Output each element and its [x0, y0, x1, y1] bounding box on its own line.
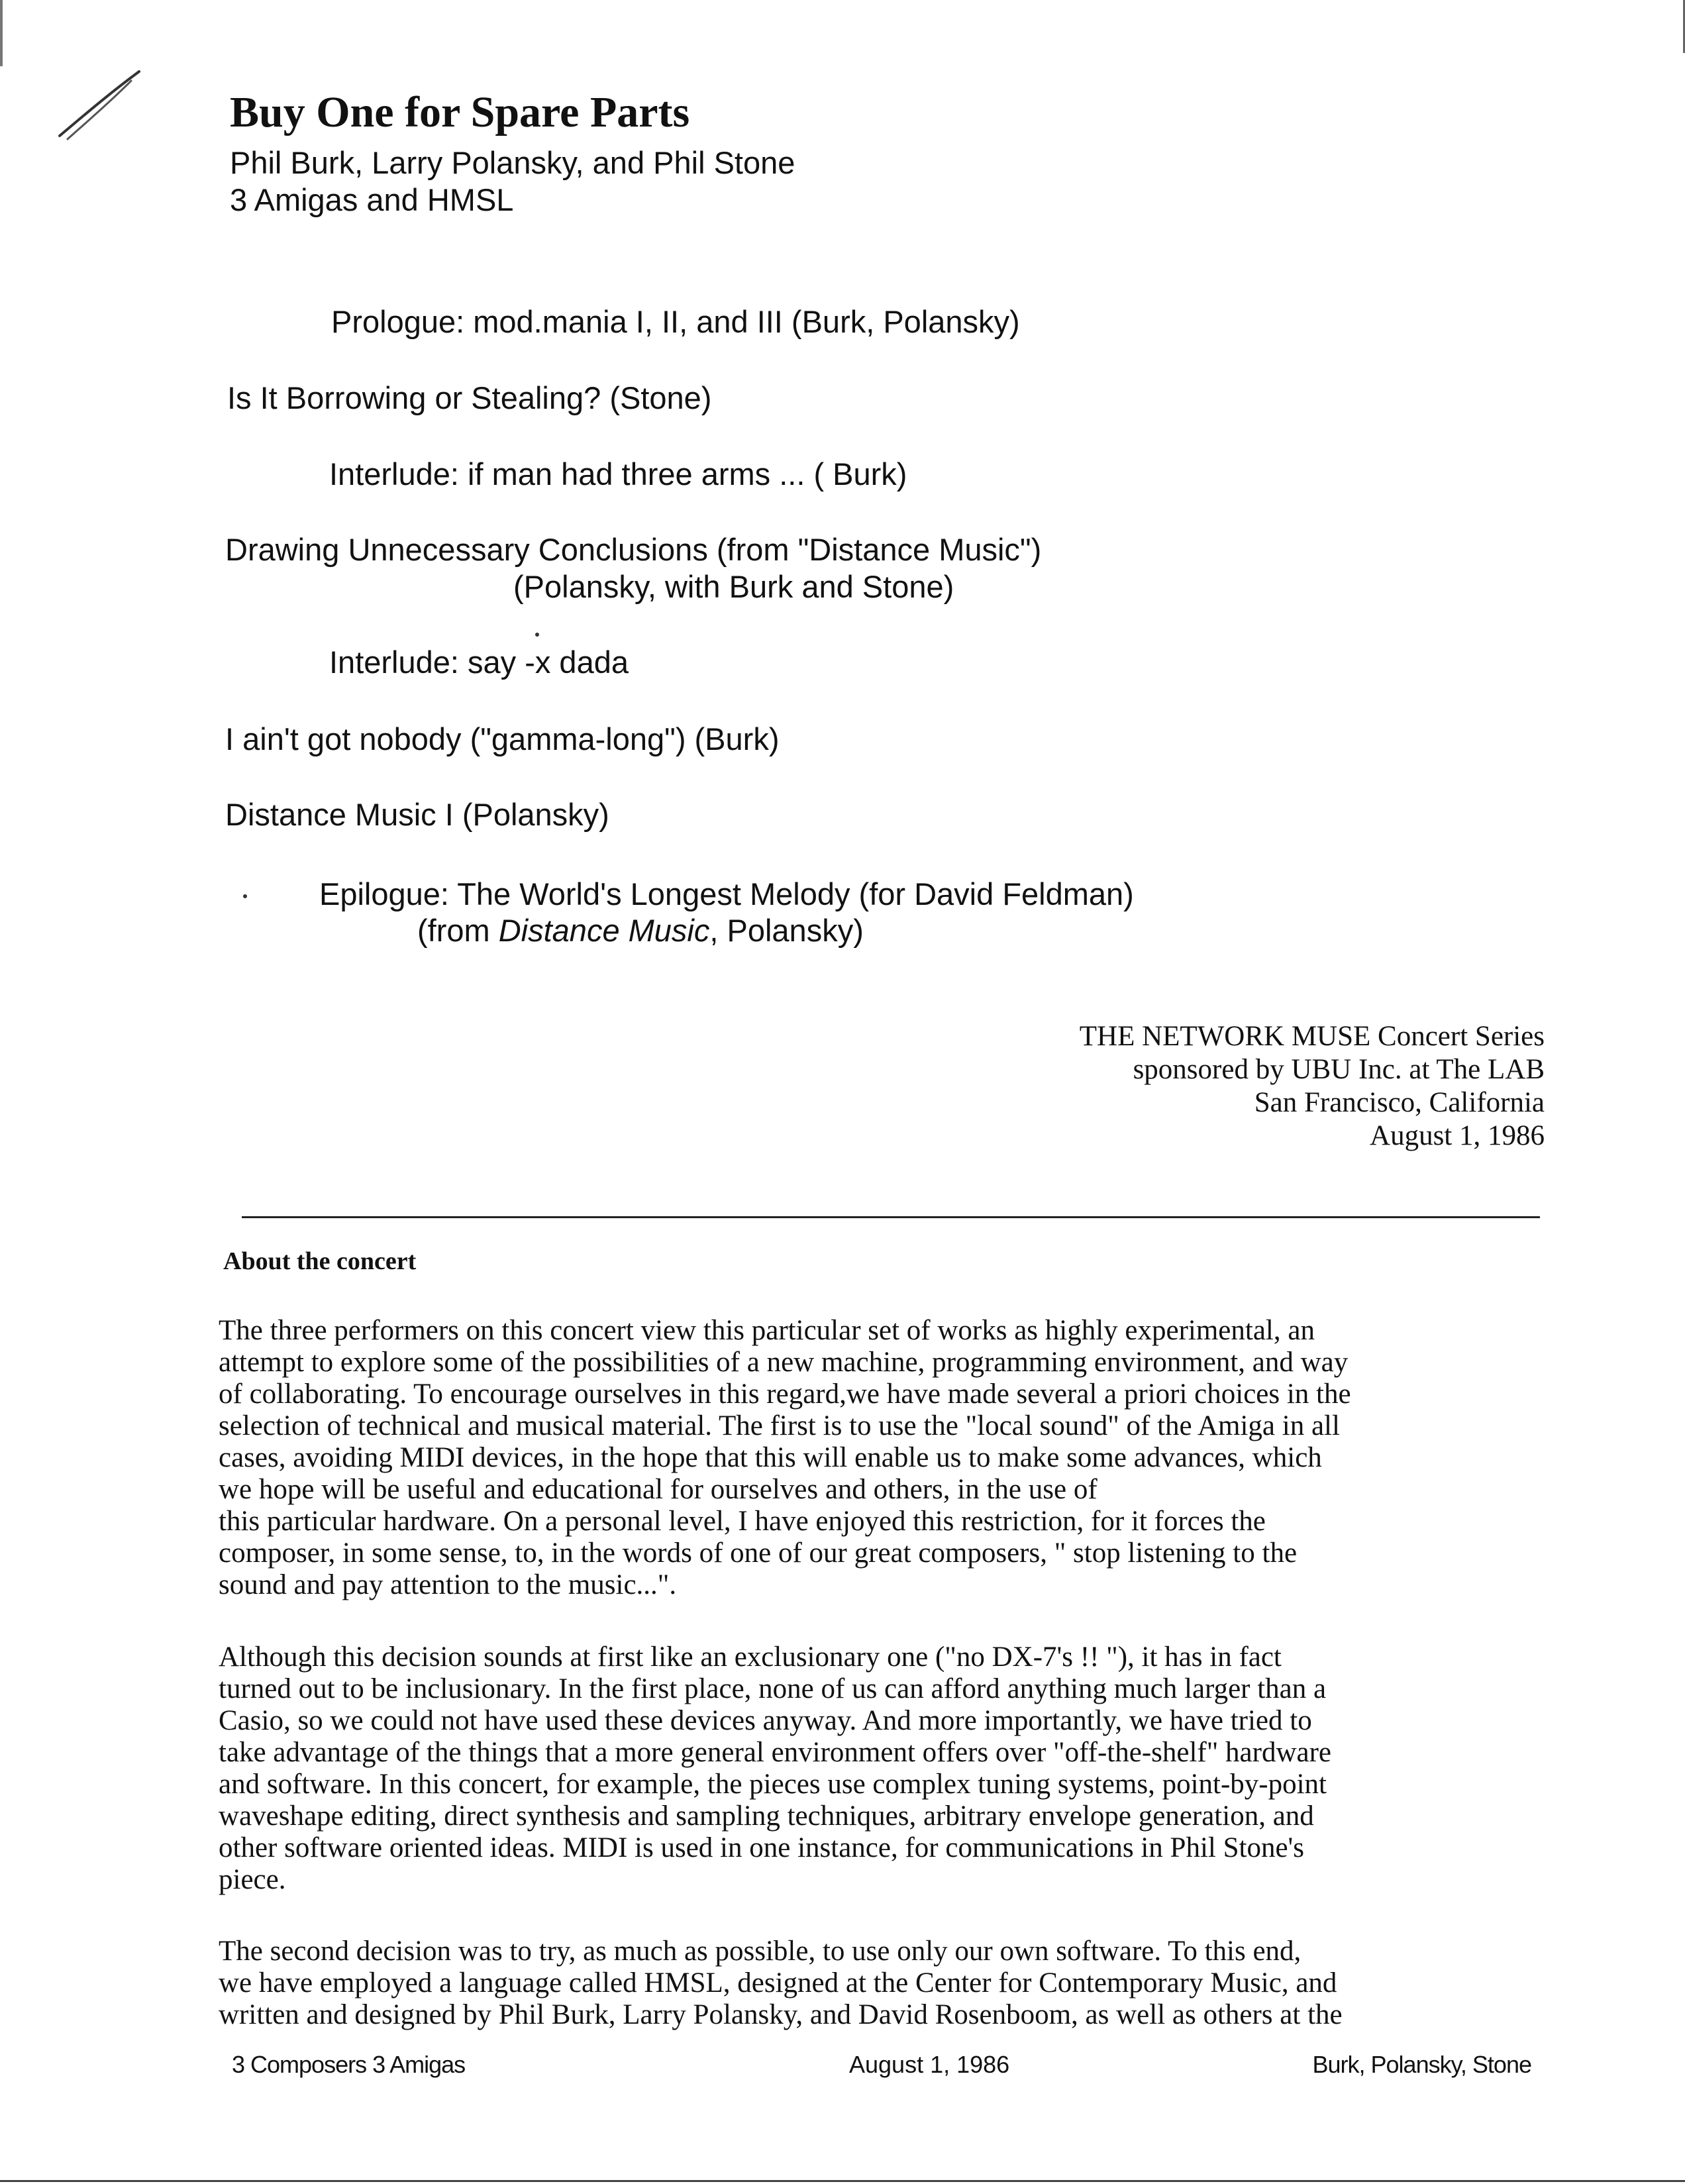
program-prologue: Prologue: mod.mania I, II, and III (Burk, Polansky)	[331, 304, 1020, 339]
program-item-nobody: I ain't got nobody ("gamma-long") (Burk)	[225, 721, 780, 756]
program-epilogue-source	[417, 912, 864, 949]
instrument-line: 3 Amigas and HMSL	[230, 182, 514, 217]
about-paragraph-3: The second decision was to try, as much as possible, to use only our own software. To this end, we have employed a language called HMSL, designed at the Center for Contemporary Music, and written and designed by Phil Burk, Larry Polansky, and David Rosenboom, as well as others at the	[219, 1936, 1343, 2030]
footer-left: 3 Composers 3 Amigas	[232, 2051, 466, 2078]
concert-sponsor: sponsored by UBU Inc. at The LAB	[1133, 1054, 1545, 1085]
scan-speck	[243, 894, 247, 898]
about-heading: About the concert	[223, 1247, 417, 1275]
epilogue-source-suffix: , Polansky)	[709, 913, 864, 948]
concert-date: August 1, 1986	[1370, 1120, 1545, 1151]
program-item-drawing-credit: (Polansky, with Burk and Stone)	[513, 569, 954, 604]
program-item-drawing: Drawing Unnecessary Conclusions (from "Distance Music")	[225, 532, 1042, 567]
about-paragraph-2: Although this decision sounds at first like an exclusionary one ("no DX-7's !! "), it has in fact turned out to be inclusionary. In the first place, none of us can afford anything much larger than a Casio, so we could not have used these devices anyway. And more importantly, we have tried to take advantage of the things that a more general environment offers over "off-the-shelf" hardware and software. In this concert, for example, the pieces use complex tuning systems, point-by-point waveshape editing, direct synthesis and sampling techniques, arbitrary envelope generation, and other software oriented ideas. MIDI is used in one instance, for communications in Phil Stone's piece.	[219, 1641, 1331, 1895]
program-interlude-dada: Interlude: say -x dada	[329, 645, 629, 680]
concert-series: THE NETWORK MUSE Concert Series	[1079, 1021, 1545, 1052]
program-interlude-arms: Interlude: if man had three arms ... ( Burk)	[329, 456, 907, 492]
scan-speck	[535, 633, 539, 637]
authors-line: Phil Burk, Larry Polansky, and Phil Stone	[230, 145, 795, 180]
about-paragraph-1: The three performers on this concert view this particular set of works as highly experimental, an attempt to explore some of the possibilities of a new machine, programming environment, and way of collaborating. To encourage ourselves in this regard,we have made several a priori choices in the selection of technical and musical material. The first is to use the "local sound" of the Amiga in all cases, avoiding MIDI devices, in the hope that this will enable us to make some advances, which we hope will be useful and educational for ourselves and others, in the use of this particular hardware. On a personal level, I have enjoyed this restriction, for it forces the composer, in some sense, to, in the words of one of our great composers, " stop listening to the sound and pay attention to the music...".	[219, 1315, 1351, 1600]
program-item-borrowing: Is It Borrowing or Stealing? (Stone)	[227, 380, 712, 415]
section-divider	[242, 1216, 1540, 1218]
pencil-mark-icon	[53, 66, 146, 146]
epilogue-source-title: Distance Music	[498, 913, 710, 948]
concert-location: San Francisco, California	[1254, 1087, 1545, 1118]
scan-edge-left	[0, 0, 3, 66]
program-item-distance: Distance Music I (Polansky)	[225, 797, 609, 832]
footer-date: August 1, 1986	[849, 2051, 1010, 2078]
epilogue-source-prefix: (from	[417, 913, 499, 948]
page-title: Buy One for Spare Parts	[230, 88, 690, 136]
scan-edge-bottom	[0, 2180, 1685, 2182]
footer-right: Burk, Polansky, Stone	[1312, 2051, 1531, 2078]
program-epilogue: Epilogue: The World's Longest Melody (for David Feldman)	[319, 876, 1134, 911]
concert-info	[1080, 1020, 1545, 1153]
